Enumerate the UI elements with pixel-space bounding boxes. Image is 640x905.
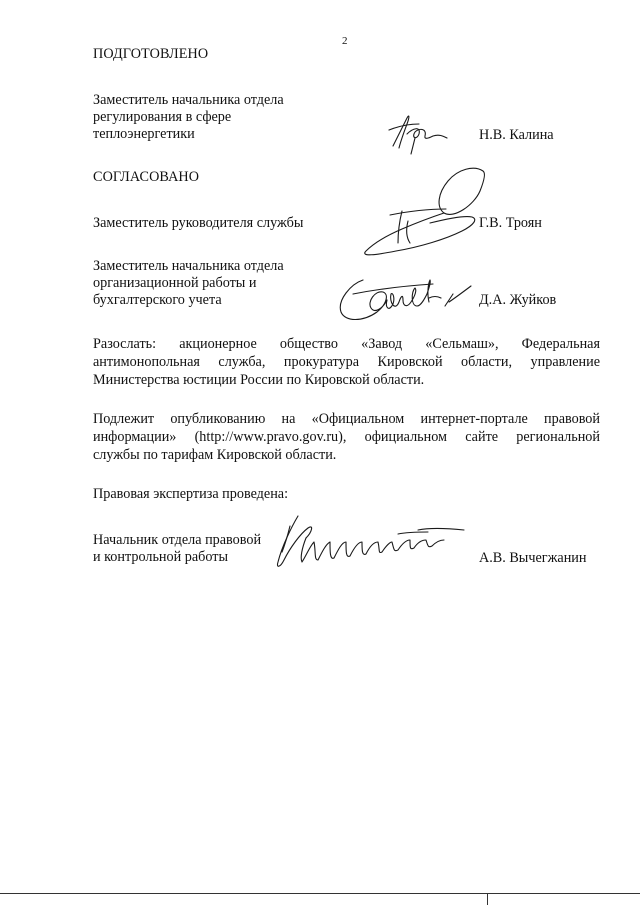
approved-heading: СОГЛАСОВАНО <box>93 169 200 185</box>
prepared-heading: ПОДГОТОВЛЕНО <box>93 46 209 62</box>
expertise-position <box>93 532 261 566</box>
approved-position-line: Заместитель руководителя службы <box>93 215 304 231</box>
distribution-line: антимонопольная служба, прокуратура Кировской области, управление <box>93 354 600 370</box>
bottom-edge-line <box>0 893 640 894</box>
publication-line: Подлежит опубликованию на «Официальном интернет-портале правовой <box>93 411 600 427</box>
expertise-signer-name: А.В. Вычегжанин <box>479 550 587 566</box>
distribution-paragraph <box>93 335 600 389</box>
publication-paragraph <box>93 410 600 464</box>
signature-troyan <box>350 163 490 263</box>
publication-line: службы по тарифам Кировской области. <box>93 447 337 463</box>
distribution-line: Разослать: акционерное общество «Завод «Сельмаш», Федеральная <box>93 336 600 352</box>
approved-signer-2-position <box>93 258 284 309</box>
distribution-line: Министерства юстиции России по Кировской области. <box>93 372 425 388</box>
approved-signer-1-name: Г.В. Троян <box>479 215 542 231</box>
signature-zhuykov <box>333 272 473 328</box>
approved-signer-2-name: Д.А. Жуйков <box>479 292 557 308</box>
publication-line: информации» (http://www.pravo.gov.ru), официальном сайте региональной <box>93 429 600 445</box>
page-number: 2 <box>342 35 348 47</box>
prepared-position-line: теплоэнергетики <box>93 126 195 142</box>
signature-vychegzhanin <box>268 512 473 572</box>
approved-signer-1-position <box>93 215 303 232</box>
bottom-edge-tick <box>487 893 488 905</box>
prepared-position-line: Заместитель начальника отдела <box>93 92 284 108</box>
signature-kalina <box>385 108 465 158</box>
approved-position-line: бухгалтерского учета <box>93 292 222 308</box>
prepared-position <box>93 92 284 143</box>
expertise-position-line: Начальник отдела правовой <box>93 532 262 548</box>
expertise-note: Правовая экспертиза проведена: <box>93 486 289 502</box>
expertise-position-line: и контрольной работы <box>93 549 228 565</box>
prepared-signer-name: Н.В. Калина <box>479 127 554 143</box>
approved-position-line: Заместитель начальника отдела <box>93 258 284 274</box>
approved-position-line: организационной работы и <box>93 275 257 291</box>
prepared-position-line: регулирования в сфере <box>93 109 232 125</box>
